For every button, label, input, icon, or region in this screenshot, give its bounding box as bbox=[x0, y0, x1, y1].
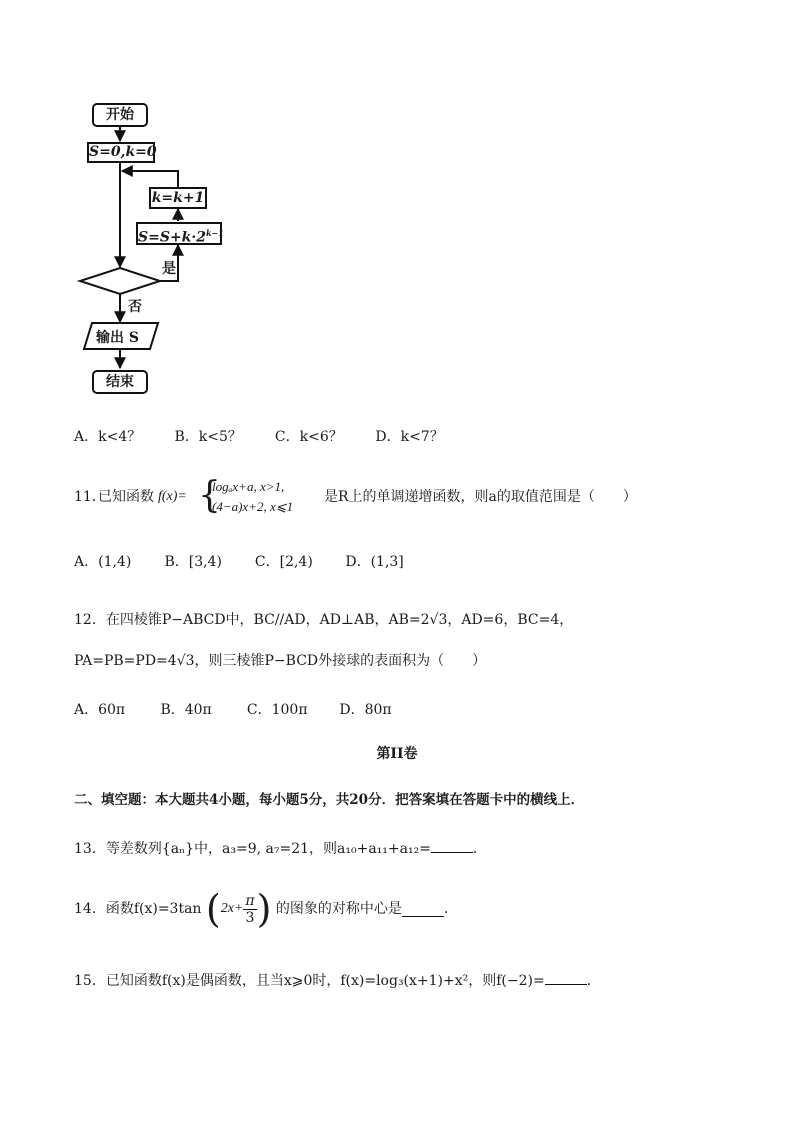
q14-frac-den: 3 bbox=[245, 909, 255, 926]
section-title: 第II卷 bbox=[376, 746, 418, 762]
flow-update-text: S=S+k·2 bbox=[138, 229, 206, 246]
q11-text-after: 是R上的单调递增函数，则a的取值范围是（ ） bbox=[324, 489, 637, 505]
q11-options bbox=[74, 553, 431, 571]
flow-increment: k=k+1 bbox=[149, 187, 207, 209]
q11-option-b: B．[3,4) bbox=[164, 554, 222, 570]
section2-heading: 二、填空题：本大题共4小题，每小题5分，共20分．把答案填在答题卡中的横线上． bbox=[74, 792, 585, 808]
flow-end: 结束 bbox=[92, 370, 148, 394]
q12-option-c: C．100π bbox=[246, 702, 308, 718]
flow-update bbox=[136, 222, 222, 245]
flow-output-text: 输出 S bbox=[96, 330, 139, 346]
q12-option-a: A．60π bbox=[74, 702, 126, 718]
q11-option-d: D．(1,3] bbox=[345, 554, 404, 570]
condition-diamond bbox=[80, 268, 160, 294]
q14-paren-right: ) bbox=[256, 887, 272, 931]
q11-case1: logₐx+a, x>1, bbox=[212, 479, 285, 494]
q10-option-b: B．k<5？ bbox=[174, 429, 242, 445]
q15-text: 15．已知函数f(x)是偶函数，且当x⩾0时，f(x)=log₃(x+1)+x²，则f(−2)= bbox=[74, 973, 545, 989]
q12-option-b: B．40π bbox=[160, 702, 212, 718]
q12-line2: PA=PB=PD=4√3，则三棱锥P−BCD外接球的表面积为（ ） bbox=[74, 653, 487, 669]
q14-answer-blank[interactable] bbox=[402, 902, 444, 917]
q13-end: ． bbox=[472, 841, 487, 857]
q13-answer-blank[interactable] bbox=[431, 838, 473, 853]
q14-fraction bbox=[243, 893, 256, 926]
q13-text: 13．等差数列{aₙ}中，a₃=9, a₇=21，则a₁₀+a₁₁+a₁₂= bbox=[74, 841, 431, 857]
q14-arg-left: 2x+ bbox=[220, 901, 244, 916]
q14-end: ． bbox=[443, 901, 458, 917]
q12-line1: 12．在四棱锥P−ABCD中，BC//AD，AD⊥AB，AB=2√3，AD=6，BC=4， bbox=[74, 612, 574, 628]
q11-text-before: 已知函数 bbox=[98, 489, 154, 505]
flow-yes-label: 是 bbox=[162, 261, 176, 277]
flow-update-exp: k−1 bbox=[206, 228, 224, 238]
q11-option-a: A．(1,4) bbox=[74, 554, 132, 570]
q14-frac-num: π bbox=[245, 892, 255, 909]
flowchart bbox=[70, 95, 270, 405]
q15-question bbox=[74, 970, 601, 990]
q10-option-c: C．k<6？ bbox=[274, 429, 343, 445]
q13-question bbox=[74, 838, 487, 858]
q14-prefix: 14．函数f(x)=3tan bbox=[74, 901, 202, 917]
q10-options bbox=[74, 428, 471, 446]
flow-no-label: 否 bbox=[128, 299, 142, 315]
q15-end: ． bbox=[586, 973, 601, 989]
q14-question bbox=[74, 887, 458, 934]
flow-init: S=0,k=0 bbox=[87, 142, 155, 163]
q11-option-c: C．[2,4) bbox=[254, 554, 313, 570]
q11-brace: { bbox=[198, 475, 221, 516]
q12-option-d: D．80π bbox=[339, 702, 392, 718]
q14-suffix: 的图象的对称中心是 bbox=[275, 901, 402, 917]
q11-case2: (4−a)x+2, x⩽1 bbox=[212, 499, 294, 514]
flow-start: 开始 bbox=[92, 103, 148, 127]
q11-number: 11． bbox=[74, 489, 106, 505]
q10-option-a: A．k<4？ bbox=[74, 429, 142, 445]
q11-func: f(x)= bbox=[158, 489, 187, 504]
q14-paren-left: ( bbox=[205, 887, 221, 931]
q15-answer-blank[interactable] bbox=[545, 970, 587, 985]
q12-options bbox=[74, 701, 421, 719]
q10-option-d: D．k<7？ bbox=[375, 429, 444, 445]
